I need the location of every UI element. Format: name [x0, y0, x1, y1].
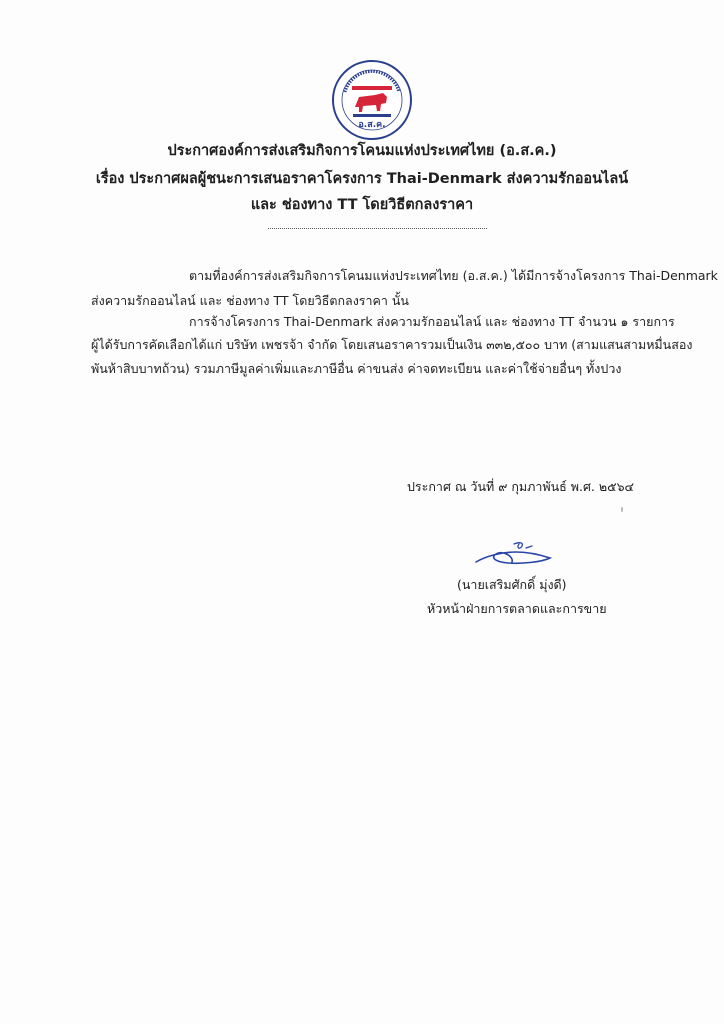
dotted-divider [268, 228, 487, 229]
organization-logo [331, 59, 413, 141]
announcement-subject-cont: และ ช่องทาง TT โดยวิธีตกลงราคา [250, 197, 474, 213]
scan-speck [621, 507, 623, 512]
announcement-title: ประกาศองค์การส่งเสริมกิจการโคนมแห่งประเทศไทย (อ.ส.ค.) [167, 143, 557, 159]
paragraph-2-line-3: พันห้าสิบบาทถ้วน) รวมภาษีมูลค่าเพิ่มและภาษีอื่น ค่าขนส่ง ค่าจดทะเบียน และค่าใช้จ่ายอื่นๆ ทั้งปวง [91, 361, 622, 376]
paragraph-1-line-1: ตามที่องค์การส่งเสริมกิจการโคนมแห่งประเทศไทย (อ.ส.ค.) ได้มีการจ้างโครงการ Thai-Denmark [189, 268, 718, 283]
paragraph-1-line-2: ส่งความรักออนไลน์ และ ช่องทาง TT โดยวิธีตกลงราคา นั้น [91, 293, 409, 308]
announcement-date: ประกาศ ณ วันที่ ๙ กุมภาพันธ์ พ.ศ. ๒๕๖๔ [407, 479, 634, 494]
paragraph-2-line-2: ผู้ได้รับการคัดเลือกได้แก่ บริษัท เพชรจ้า จำกัด โดยเสนอราคารวมเป็นเงิน ๓๓๒,๕๐๐ บาท (สามแสนสามหมื่นสอง [91, 337, 693, 352]
svg-text:อ.ส.ค.: อ.ส.ค. [358, 120, 386, 130]
signer-title: หัวหน้าฝ่ายการตลาดและการขาย [427, 601, 607, 616]
signer-name: (นายเสริมศักดิ์ มุ่งดี) [457, 577, 567, 592]
paragraph-2-line-1: การจ้างโครงการ Thai-Denmark ส่งความรักออนไลน์ และ ช่องทาง TT จำนวน ๑ รายการ [189, 314, 675, 329]
announcement-subject: เรื่อง ประกาศผลผู้ชนะการเสนอราคาโครงการ Thai-Denmark ส่งความรักออนไลน์ [95, 171, 629, 187]
handwritten-signature [472, 538, 554, 570]
